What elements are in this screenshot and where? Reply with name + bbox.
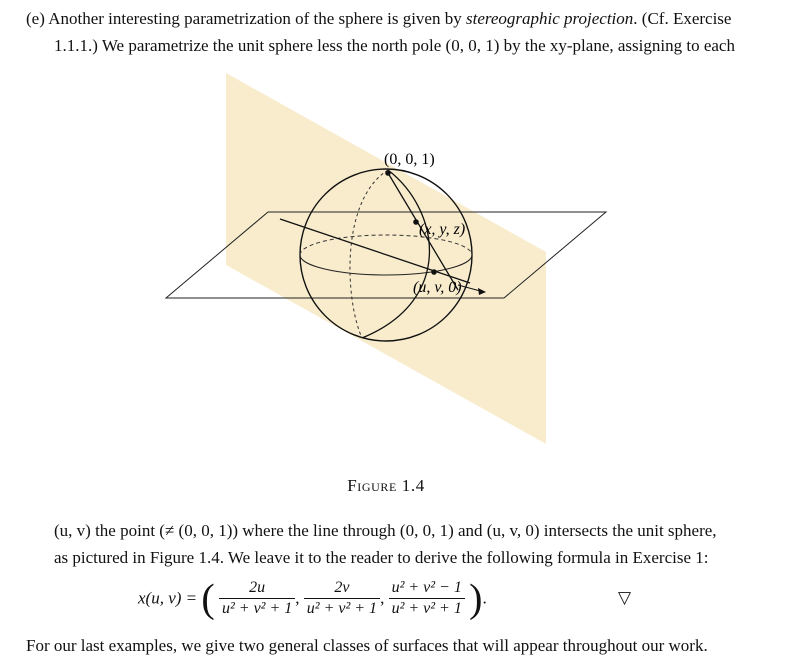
right-paren: ): [469, 575, 483, 621]
north-pole-point: [385, 170, 391, 176]
paragraph-after-line-2: as pictured in Figure 1.4. We leave it to the reader to derive the following formula in Exercise 1:: [54, 548, 709, 567]
vertical-plane: [226, 73, 546, 444]
left-paren: (: [201, 575, 215, 621]
closing-paragraph: For our last examples, we give two general classes of surfaces that will appear throughout our work.: [26, 636, 708, 655]
end-of-example-marker: ▽: [618, 588, 632, 607]
line-text: Another interesting parametrization of the sphere is given by: [48, 9, 466, 28]
numerator-1: 2u: [249, 579, 266, 596]
denominator-3: u² + v² + 1: [389, 598, 465, 619]
sphere-point: [413, 219, 419, 225]
plane-point: [431, 269, 437, 275]
emphasis-text: stereographic projection: [465, 9, 634, 28]
fraction-3: [389, 578, 465, 619]
denominator-1: u² + v² + 1: [219, 598, 295, 619]
formula: x(u, v) = ( $\frac{2u}{\text{u² + v² + 1}}$ , $\frac{2v}{\text{u² + v² + 1}}$ , $\frac{\text{u² + v² − 1}}{\text{u² + v² + 1}}$ ).: [138, 575, 487, 621]
paragraph-e-line-2: 1.1.1.) We parametrize the unit sphere less the north pole (0, 0, 1) by the xy-plane, assigning to each: [54, 36, 735, 55]
figure-caption: [0, 476, 772, 496]
numerator-3: u² + v² − 1: [391, 579, 462, 596]
denominator-2: u² + v² + 1: [304, 598, 380, 619]
formula-lhs: x(u, v) =: [138, 588, 198, 608]
fraction-1: [219, 578, 295, 619]
label-sphere-point: (x, y, z): [419, 221, 466, 238]
label-north-pole: (0, 0, 1): [384, 151, 435, 168]
line-text-end: . (Cf. Exercise: [633, 9, 732, 28]
figure-caption-text: Figure 1.4: [347, 476, 425, 495]
item-label: (e): [26, 9, 45, 28]
label-plane-point: (u, v, 0): [413, 279, 462, 296]
numerator-2: 2v: [334, 579, 350, 596]
paragraph-after-line-1: (u, v) the point (≠ (0, 0, 1)) where the line through (0, 0, 1) and (u, v, 0) intersects the unit sphere,: [54, 521, 717, 540]
fraction-2: [304, 578, 380, 619]
